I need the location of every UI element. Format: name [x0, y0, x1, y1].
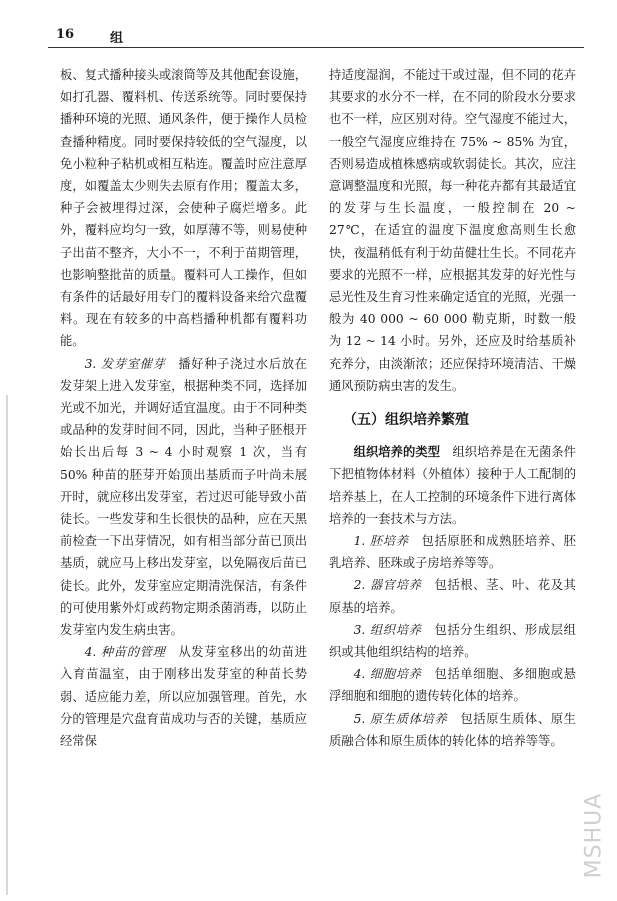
list-item-heading: 1. 胚培养 — [353, 534, 409, 549]
page-number: 16 — [56, 27, 75, 42]
paragraph — [60, 64, 307, 353]
list-item-text: 包括原胚和成熟胚培养、胚乳培养、胚珠或子房培养等等。 — [329, 534, 576, 571]
paragraph-text: 从发芽室移出的幼苗进入育苗温室，由于刚移出发芽室的种苗长势弱、适应能力差，所以应加强管理。首先，水分的管理是穴盘育苗成功与否的关键，基质应经常保 — [60, 645, 307, 749]
list-item — [329, 574, 576, 618]
left-column — [60, 64, 307, 752]
list-item-heading: 5. 原生质体培养 — [353, 711, 448, 726]
header-rule — [48, 47, 584, 48]
paragraph-heading: 3. 发芽室催芽 — [84, 356, 166, 371]
paragraph-text: 组织培养是在无菌条件下把植物体材料（外植体）接种于人工配制的培养基上，在人工控制的环境条件下进行离体培养的一套技术与方法。 — [329, 445, 576, 526]
paragraph — [329, 64, 576, 397]
right-column — [329, 64, 576, 752]
section-heading: （五）组织培养繁殖 — [343, 412, 469, 429]
paragraph-heading: 组织培养的类型 — [353, 444, 441, 460]
watermark-text: MSHUA — [581, 792, 607, 878]
paragraph-text: 持适度湿润，不能过干或过湿，但不同的花卉其要求的水分不一样，在不同的阶段水分要求也不一样，应区别对待。空气湿度不能过大，一般空气湿度应维持在 75% ~ 85% 为宜，否则易造成植株感病或软弱徒长。其次，应注意调整温度和光照，每一种花卉都有其最适宜的发芽与生长温度，一般控制在 20 ~ 27℃，在适宜的温度下温度愈高则生长愈快，夜温稍低有利于幼苗健壮生长。不同花卉要求的光照不一样，应根据其发芽的好光性与忌光性及生育习性来确定适宜的光照，光强一般为 40 000 ~ 60 000 勒克斯，时数一般为 12 ~ 14 小时。另外，还应及时给基质补充养分，由淡渐浓；还应保持环境清洁、干燥通风预防病虫害的发生。 — [329, 68, 576, 393]
paragraph-text: 播好种子浇过水后放在发芽架上进入发芽室，根据种类不同，选择加光或不加光，并调好适宜温度。由于不同种类或品种的发芽时间不同，因此，当种子胚根开始长出后每 3 ~ 4 小时观察 1 次，当有 50% 种苗的胚芽开始顶出基质而子叶尚未展开时，就应移出发芽室，若过迟可能导致小苗徒长。一些发芽和生长很快的品种，应在天黑前检查一下出芽情况，如有相当部分苗已顶出基质，就应马上移出发芽室，以免隔夜后苗已徒长。此外，发芽室应定期清洗保洁，有条件的可使用紫外灯或药物定期杀菌消毒，以防止发芽室内发生病虫害。 — [60, 356, 307, 638]
list-item-heading: 4. 细胞培养 — [353, 667, 422, 682]
list-item-heading: 2. 器官培养 — [353, 578, 422, 593]
list-item — [329, 708, 576, 752]
list-item-text: 包括单细胞、多细胞或悬浮细胞和细胞的遗传转化体的培养。 — [329, 667, 576, 704]
paragraph-text: 板、复式播种接头或滚筒等及其他配套设施，如打孔器、覆料机、传送系统等。同时要保持播种环境的光照、通风条件，便于操作人员检查播种精度。同时要保持较低的空气湿度，以免小粒种子粘机或相互粘连。覆盖时应注意厚度，如覆盖太少则失去原有作用；覆盖太多，种子会被埋得过深，会使种子腐烂增多。此外，覆料应均匀一致，如厚薄不等，则易使种子出苗不整齐，大小不一，不利于苗期管理，也影响整批苗的质量。覆料可人工操作，但如有条件的话最好用专门的覆料设备来给穴盘覆料。现在有较多的中高档播种机都有覆料功能。 — [60, 68, 307, 349]
scan-edge-line — [6, 395, 8, 895]
paragraph — [60, 641, 307, 752]
paragraph — [60, 353, 307, 642]
paragraph — [329, 441, 576, 530]
paragraph-heading: 4. 种苗的管理 — [84, 645, 166, 660]
list-item — [329, 619, 576, 663]
running-head: 组 — [110, 31, 124, 46]
list-item-text: 包括原生质体、原生质融合体和原生质体的转化体的培养等等。 — [329, 711, 576, 748]
list-item-text: 包括根、茎、叶、花及其原基的培养。 — [329, 578, 576, 615]
list-item — [329, 530, 576, 574]
list-item-heading: 3. 组织培养 — [353, 622, 422, 637]
list-item-text: 包括分生组织、形成层组织或其他组织结构的培养。 — [329, 622, 576, 660]
page-header — [48, 24, 584, 46]
watermark — [578, 780, 610, 890]
list-item — [329, 663, 576, 707]
